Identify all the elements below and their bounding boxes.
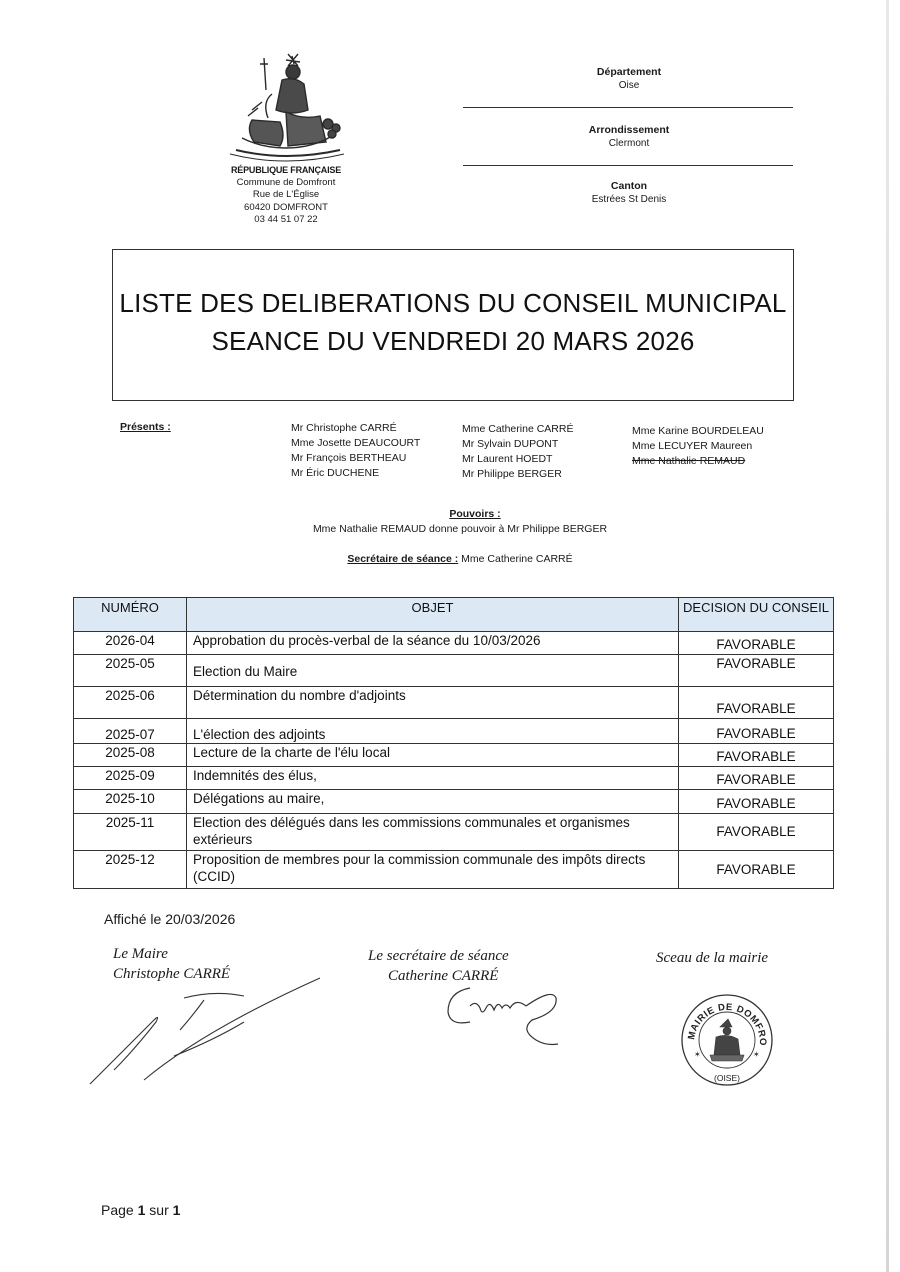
- secretary-title: Le secrétaire de séance: [368, 948, 509, 964]
- secretaire-line: [260, 553, 660, 565]
- mayor-title: Le Maire: [113, 946, 168, 962]
- deliberations-table: [73, 597, 834, 889]
- seal-text: MAIRIE DE DOMFRO: [686, 1001, 769, 1047]
- pouvoirs-text: Mme Nathalie REMAUD donne pouvoir à Mr Philippe BERGER: [312, 523, 608, 535]
- row-objet: Proposition de membres pour la commission communale des impôts directs (CCID): [187, 851, 679, 889]
- divider: [463, 107, 793, 108]
- secretary-signature: [440, 978, 570, 1053]
- member-name: Mme Karine BOURDELEAU: [632, 425, 764, 437]
- arrondissement-value: Clermont: [608, 138, 650, 149]
- row-numero: 2025-09: [74, 767, 187, 790]
- row-numero: 2025-07: [74, 719, 187, 744]
- member-name: Mr Laurent HOEDT: [462, 453, 553, 465]
- document-title: LISTE DES DELIBERATIONS DU CONSEIL MUNICIPAL: [119, 288, 787, 318]
- canton-label: Canton: [610, 180, 648, 192]
- member-name: Mme Catherine CARRÉ: [462, 423, 574, 435]
- row-objet: Approbation du procès-verbal de la séance du 10/03/2026: [187, 632, 679, 655]
- table-row: [74, 744, 834, 767]
- header-decision: DECISION DU CONSEIL: [679, 598, 834, 632]
- arrondissement-block: [466, 124, 792, 150]
- row-objet: Délégations au maire,: [187, 790, 679, 814]
- row-decision: FAVORABLE: [679, 632, 834, 655]
- document-subtitle: SEANCE DU VENDREDI 20 MARS 2026: [211, 326, 695, 356]
- departement-value: Oise: [618, 80, 640, 91]
- row-decision: FAVORABLE: [679, 719, 834, 744]
- row-objet: Election du Maire: [187, 655, 679, 687]
- row-numero: 2025-10: [74, 790, 187, 814]
- secretary-name: Catherine CARRÉ: [388, 968, 499, 984]
- republique-emblem: [222, 50, 350, 166]
- commune-address: [200, 164, 372, 227]
- secretaire-label: Secrétaire de séance :: [347, 553, 459, 565]
- page-total: 1: [172, 1202, 181, 1218]
- canton-value: Estrées St Denis: [591, 194, 667, 205]
- address-line: 60420 DOMFRONT: [244, 201, 328, 213]
- mayor-signature: [84, 970, 324, 1090]
- row-decision: FAVORABLE: [679, 767, 834, 790]
- page-current: 1: [137, 1202, 146, 1218]
- presents-label: Présents :: [120, 421, 171, 433]
- pouvoirs-label: Pouvoirs :: [449, 508, 501, 520]
- row-objet: Détermination du nombre d'adjoints: [187, 687, 679, 719]
- secretaire-name: Mme Catherine CARRÉ: [458, 553, 573, 565]
- footer-middle: sur: [145, 1202, 173, 1218]
- row-decision: FAVORABLE: [679, 851, 834, 889]
- seal-title: Sceau de la mairie: [656, 950, 769, 966]
- row-decision: FAVORABLE: [679, 687, 834, 719]
- table-row: [74, 632, 834, 655]
- mayor-name: Christophe CARRÉ: [113, 966, 231, 982]
- table-row: [74, 814, 834, 851]
- table-row: [74, 719, 834, 744]
- address-line: Commune de Domfront: [236, 176, 336, 188]
- address-line: Rue de L'Église: [252, 189, 320, 200]
- member-name: Mr Éric DUCHENE: [291, 467, 380, 479]
- row-numero: 2025-06: [74, 687, 187, 719]
- row-numero: 2025-08: [74, 744, 187, 767]
- member-name: Mme LECUYER Maureen: [632, 440, 753, 452]
- posting-date: Affiché le 20/03/2026: [104, 911, 236, 927]
- header-numero: NUMÉRO: [74, 598, 187, 632]
- member-name: Mme Josette DEAUCOURT: [291, 437, 421, 449]
- seal-bottom-text: (OISE): [714, 1073, 740, 1083]
- row-objet: Indemnités des élus,: [187, 767, 679, 790]
- footer-prefix: Page: [101, 1202, 138, 1218]
- member-name-struck: Mme Nathalie REMAUD: [632, 455, 746, 467]
- row-decision: FAVORABLE: [679, 814, 834, 851]
- title-box: [112, 249, 794, 401]
- row-numero: 2025-11: [74, 814, 187, 851]
- row-numero: 2026-04: [74, 632, 187, 655]
- star-icon: ✶: [753, 1050, 760, 1059]
- presents-column-1: [291, 421, 420, 481]
- row-decision: FAVORABLE: [679, 655, 834, 687]
- row-objet: L'élection des adjoints: [187, 719, 679, 744]
- member-name: Mr François BERTHEAU: [291, 452, 407, 464]
- republique-label: RÉPUBLIQUE FRANÇAISE: [230, 165, 341, 175]
- page-footer: [101, 1202, 180, 1218]
- member-name: Mr Christophe CARRÉ: [291, 422, 397, 434]
- table-row: [74, 790, 834, 814]
- member-name: Mr Sylvain DUPONT: [462, 438, 559, 450]
- departement-label: Département: [596, 66, 662, 78]
- table-header-row: [74, 598, 834, 632]
- departement-block: [466, 66, 792, 92]
- divider: [463, 165, 793, 166]
- table-row: [74, 767, 834, 790]
- presents-column-3: [632, 424, 764, 469]
- row-numero: 2025-12: [74, 851, 187, 889]
- table-row: [74, 687, 834, 719]
- star-icon: ✶: [694, 1050, 701, 1059]
- member-name: Mr Philippe BERGER: [462, 468, 562, 480]
- mairie-seal: [680, 993, 774, 1087]
- row-objet: Lecture de la charte de l'élu local: [187, 744, 679, 767]
- address-line: 03 44 51 07 22: [254, 214, 318, 225]
- canton-block: [466, 180, 792, 206]
- table-row: [74, 851, 834, 889]
- arrondissement-label: Arrondissement: [588, 124, 670, 136]
- table-row: [74, 655, 834, 687]
- scan-edge: [886, 0, 889, 1272]
- row-decision: FAVORABLE: [679, 790, 834, 814]
- row-decision: FAVORABLE: [679, 744, 834, 767]
- row-numero: 2025-05: [74, 655, 187, 687]
- presents-column-2: [462, 422, 573, 482]
- header-objet: OBJET: [187, 598, 679, 632]
- row-objet: Election des délégués dans les commissions communales et organismes extérieurs: [187, 814, 679, 851]
